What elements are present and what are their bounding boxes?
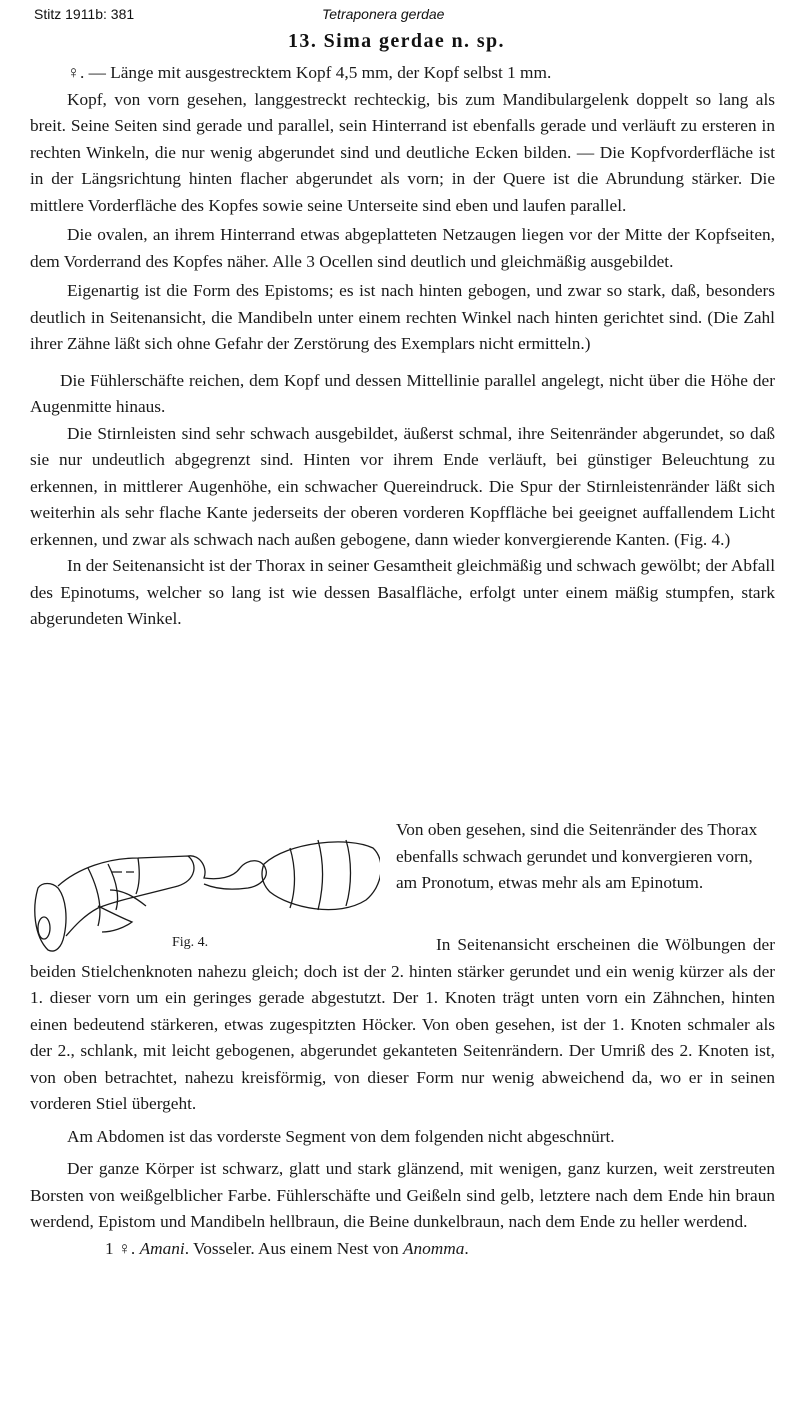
- material-end: .: [464, 1238, 469, 1258]
- material-line: [30, 1236, 775, 1263]
- paragraph-thorax-side: In der Seitenansicht ist der Thorax in seiner Gesamtheit gleichmäßig und schwach gewölbt; der Abfall des Epinotums, welcher so lang ist wie dessen Basalfläche, erfolgt unter einem mäßig stumpfen, stark abgerundeten Winkel.: [30, 556, 775, 628]
- paragraph-abdomen: Am Abdomen ist das vorderste Segment von dem folgenden nicht abgeschnürt.: [67, 1126, 615, 1146]
- paragraph-size: ♀. — Länge mit ausgestrecktem Kopf 4,5 mm, der Kopf selbst 1 mm.: [67, 63, 552, 82]
- paragraph-frontal-carinae: Die Stirnleisten sind sehr schwach ausgebildet, äußerst schmal, ihre Seitenränder abgerundet, so daß sie nur undeutlich abgegrenzt sind. Hinten vor ihrem Ende verläuft, bei günstiger Beleuchtung zu erkennen, in mittlerer Augenhöhe, ein schwacher Quereindruck. Die Spur der Stirnleistenränder läßt sich weiterhin als sehr flache Kante jederseits der oberen vorderen Kopffläche bei geeignet auffallendem Licht erkennen, und zwar als schwach nach außen gebogene, dann wieder konvergierende Kanten. (Fig. 4.): [30, 423, 775, 549]
- figure-caption: Fig. 4.: [172, 935, 209, 950]
- material-locality: Amani: [139, 1238, 185, 1258]
- page-citation: Stitz 1911b: 381: [34, 6, 135, 22]
- material-prefix: 1 ♀.: [105, 1238, 136, 1258]
- material-host: Anomma: [402, 1238, 465, 1258]
- species-header: Tetraponera gerdae: [322, 6, 445, 22]
- page-title: 13. Sima gerdae n. sp.: [288, 30, 505, 52]
- material-collector: . Vosseler. Aus einem Nest von: [184, 1238, 399, 1258]
- text-block-top: [30, 60, 775, 633]
- paragraph-thorax-top: [396, 817, 776, 897]
- paragraph-thorax-top-text: Von oben gesehen, sind die Seitenränder des Thorax ebenfalls schwach gerundet und konvergieren vorn, am Pronotum, etwas mehr als am Epinotum.: [396, 820, 758, 892]
- paragraph-antennae: Die Fühlerschäfte reichen, dem Kopf und dessen Mittellinie parallel angelegt, nicht über die Höhe der Augenmitte hinaus.: [30, 370, 775, 416]
- paragraph-eyes: Die ovalen, an ihrem Hinterrand etwas abgeplatteten Netzaugen liegen vor der Mitte der Kopfseiten, dem Vorderrand des Kopfes näher. Alle 3 Ocellen sind deutlich und gleichmäßig ausgebildet.: [30, 225, 775, 271]
- paragraph-coloration: Der ganze Körper ist schwarz, glatt und stark glänzend, mit wenigen, ganz kurzen, weit zerstreuten Borsten von weißgelblicher Farbe. Fühlerschäfte und Geißeln sind gelb, letztere nach dem Ende hin braun werdend, Epistom und Mandibeln hellbraun, die Beine dunkelbraun, nach dem Ende zu heller werdend.: [30, 1159, 775, 1231]
- paragraph-nodes: In Seitenansicht erscheinen die Wölbungen der beiden Stielchenknoten nahezu gleich; doch ist der 2. hinten stärker gerundet und ein wenig kürzer als der 1. dieser vorn um ein geringes gerade abgestutzt. Der 1. Knoten trägt unten vorn ein Zähnchen, hinten einen bedeutend stärkeren, etwas zugespitzten Höcker. Von oben gesehen, ist der 1. Knoten schmaler als der 2., schlank, mit leicht gebogenen, abgerundet gekanteten Seitenrändern. Der Umriß des 2. Knoten ist, von oben betrachtet, nahezu kreisförmig, von dieser Form nur wenig abweichend da, wo er in seinen vorderen Stiel übergeht.: [30, 935, 775, 1113]
- paragraph-epistome: Eigenartig ist die Form des Epistoms; es ist nach hinten gebogen, und zwar so stark, daß, besonders deutlich in Seitenansicht, die Mandibeln unter einem rechten Winkel nach hinten gerichtet sind. (Die Zahl ihrer Zähne läßt sich ohne Gefahr der Zerstörung des Exemplars nicht ermitteln.): [30, 281, 775, 353]
- text-block-bottom: [30, 932, 775, 1262]
- paragraph-head: Kopf, von vorn gesehen, langgestreckt rechteckig, bis zum Mandibulargelenk doppelt so lang als breit. Seine Seiten sind gerade und parallel, sein Hinterrand ist ebenfalls gerade und verläuft zu ersteren in rechten Winkeln, die nur wenig abgerundet sind und deutliche Ecken bilden. — Die Kopfvorderfläche ist in der Längsrichtung hinten flacher abgerundet als vorn; in der Quere ist die Abrundung stärker. Die mittlere Vorderfläche des Kopfes sowie seine Unterseite sind eben und laufen parallel.: [30, 89, 775, 215]
